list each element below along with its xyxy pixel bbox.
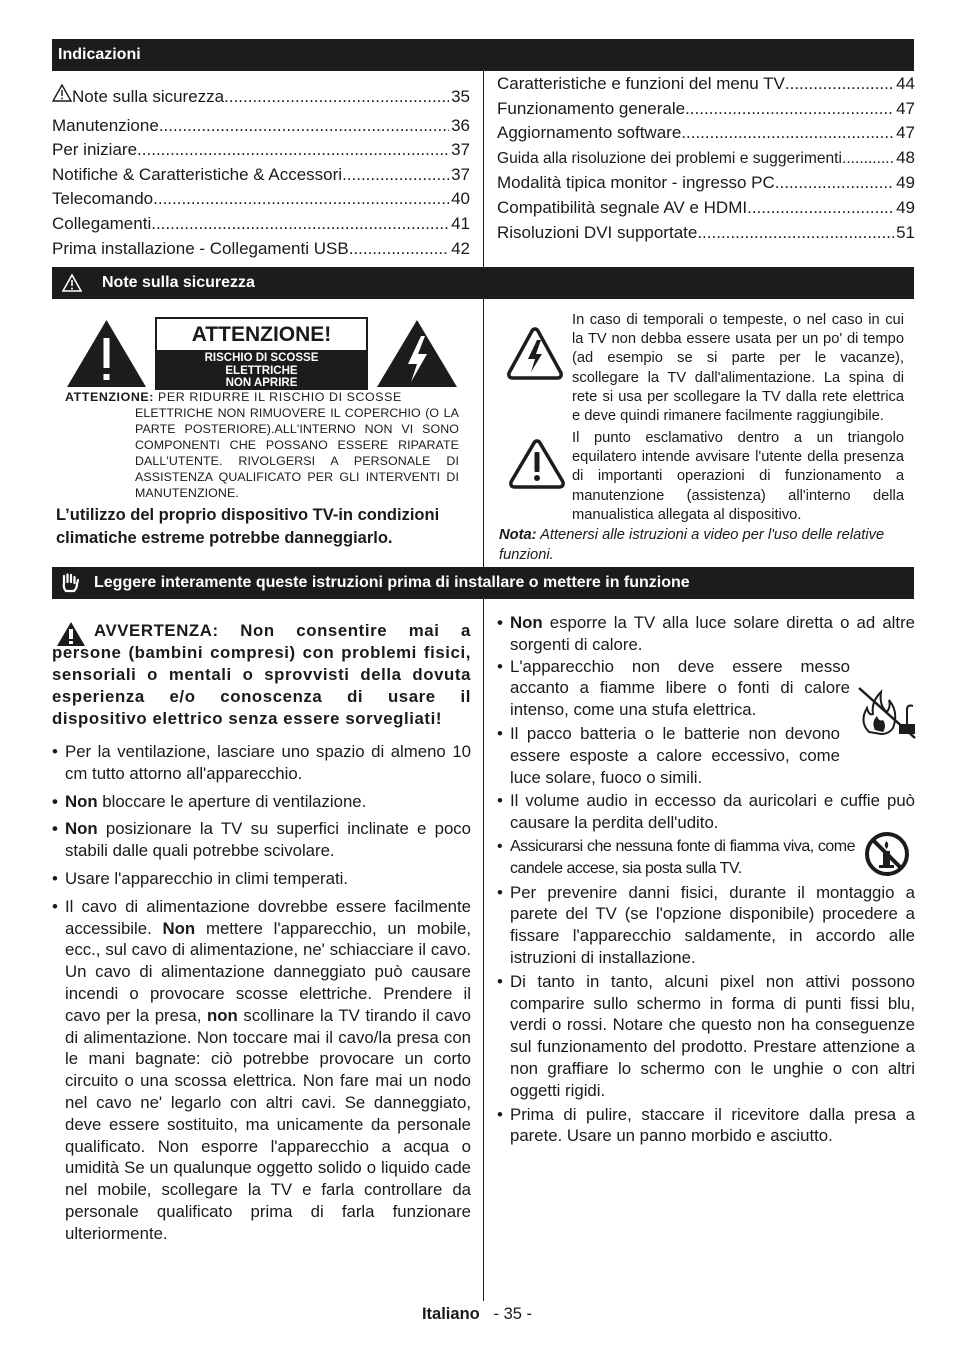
toc-item[interactable]: Compatibilità segnale AV e HDMI ..... 49 xyxy=(497,196,915,221)
toc-item[interactable]: Telecomando ..... 40 xyxy=(52,187,470,212)
toc-item[interactable]: Note sulla sicurezza ..... 35 xyxy=(52,84,470,110)
section-bar-indicazioni xyxy=(52,39,914,71)
section-bar-leggere xyxy=(52,567,914,599)
list-item: • Non posizionare la TV su superfici inclinate e poco stabili dalle quali potrebbe scivolare. xyxy=(52,818,471,862)
page-footer: Italiano - 35 - xyxy=(421,1305,533,1323)
extreme-climate-note: L’utilizzo del proprio dispositivo TV-in condizioni climatiche estreme potrebbe danneggiarlo. xyxy=(56,506,440,547)
toc-item[interactable]: Notifiche & Caratteristiche & Accessori ..... 37 xyxy=(52,163,470,188)
caution-text: ELETTRICHE NON RIMUOVERE IL COPERCHIO (O LA PARTE POSTERIORE).ALL'INTERNO NON VI SONO COMPONENTI CHE POSSANO ESSERE RIPARATE DALL'UTENTE. RIVOLGERSI A PERSONALE DI ASSISTENZA QUALIFICATO PER GLI INTERVENTI DI MANUTENZIONE. xyxy=(135,406,459,500)
list-item: • Assicurarsi che nessuna fonte di fiamma viva, come candele accese, sia posta sulla TV. xyxy=(497,836,915,880)
warning-label-box xyxy=(155,317,368,390)
toc-item[interactable]: Modalità tipica monitor - ingresso PC ..... 49 xyxy=(497,171,915,196)
exclamation-triangle-icon xyxy=(65,318,148,394)
warning-title: ATTENZIONE! xyxy=(191,323,332,346)
right-bullet-list xyxy=(497,612,915,1153)
list-item: • Non bloccare le aperture di ventilazione. xyxy=(52,791,471,813)
caution-first-line: ATTENZIONE: PER RIDURRE IL RISCHIO DI SCOSSE xyxy=(65,390,402,404)
toc-right xyxy=(497,72,915,245)
toc-item[interactable]: Caratteristiche e funzioni del menu TV ..... 44 xyxy=(497,72,915,97)
column-divider xyxy=(483,599,484,1301)
list-item: • Di tanto in tanto, alcuni pixel non attivi possono comparire sullo schermo in forma di punti fissi blu, verdi o rossi. Notare che questo non ha conseguenze sul funzionamento del prodotto. Prestare attenzione a non graffiare lo schermo con le unghie o con altri oggetti rigidi. xyxy=(497,971,915,1102)
avvertenza-text: AVVERTENZA: Non consentire mai a persone (bambini compresi) con problemi fisici, sensoriali o mentali o sprovvisti della dovuta esperienza e/o conoscenza di usare il dispositivo elettrico senza essere sorvegliati! xyxy=(52,621,471,728)
toc-item[interactable]: Aggiornamento software ..... 47 xyxy=(497,121,915,146)
column-divider xyxy=(483,71,484,267)
list-item: • Per la ventilazione, lasciare uno spazio di almeno 10 cm tutto attorno all'apparecchio. xyxy=(52,741,471,785)
left-bullet-list xyxy=(52,741,471,1251)
no-candle-icon xyxy=(864,831,910,882)
warning-icon xyxy=(52,84,72,110)
list-item: • Il cavo di alimentazione dovrebbe essere facilmente accessibile. Non mettere l'apparecchio, un mobile, ecc., sul cavo di alimentazione, ne' schiacciare il cavo. Un cavo di alimentazione danneggiato può causare incendi o provocare scosse elettriche. Prendere il cavo per la presa, non scollinare la TV tirando il cavo di alimentazione. Non toccare mai il cavo/la presa con le mani bagnate: ciò potrebbe provocare un corto circuito o una scossa elettrica. Non fare mai un nodo nel cavo ne' legarlo con altri cavi. Se danneggiato, deve essere sostituito, ma unicamente da personale qualificato. Non esporre l'apparecchio a acqua o umidità Se un qualunque oggetto solido o liquido cade nel mobile, scollegare la TV e farla controllare da personale qualificato prima di farla funzionare ulteriormente. xyxy=(52,896,471,1245)
toc-item[interactable]: Risoluzioni DVI supportate ..... 51 xyxy=(497,221,915,246)
section-title: Leggere interamente queste istruzioni prima di installare o mettere in funzione xyxy=(94,574,690,591)
toc-item[interactable]: Prima installazione - Collegamenti USB ..... 42 xyxy=(52,237,470,262)
storm-text: In caso di temporali o tempeste, o nel caso in cui la TV non debba essere usata per un po' di tempo (ad esempio se si parte per le vacanze), scollegare la TV dall'alimentazione. La spina di rete si usa per scollegare la TV dalla rete elettrica e deve quindi rimanere facilmente raggiungibile. xyxy=(572,312,904,425)
hand-icon xyxy=(60,573,80,593)
no-fire-heater-icon xyxy=(855,684,919,745)
toc-item[interactable]: Manutenzione ..... 36 xyxy=(52,114,470,139)
list-item: • Prima di pulire, staccare il ricevitore dalla presa a parete. Usare un panno morbido e asciutto. xyxy=(497,1104,915,1148)
list-item: • Il volume audio in eccesso da auricolari e cuffie può causare la perdita dell'udito. xyxy=(497,790,915,834)
exclamation-icon xyxy=(508,438,566,495)
column-divider xyxy=(483,299,484,567)
section-title: Note sulla sicurezza xyxy=(102,274,255,291)
lightning-icon xyxy=(506,326,564,387)
list-item: • Usare l'apparecchio in climi temperati. xyxy=(52,868,471,890)
lightning-triangle-icon xyxy=(375,318,459,394)
toc-item[interactable]: Guida alla risoluzione dei problemi e suggerimenti ..... 48 xyxy=(497,146,915,172)
toc-left xyxy=(52,84,470,261)
exclamation-text: Il punto esclamativo dentro a un triangolo equilatero intende avvisare l'utente della presenza di importanti operazioni di funzionamento a manutenzione (assistenza) all'interno della manualistica allegata al dispositivo. xyxy=(572,430,904,523)
section-title: Indicazioni xyxy=(58,46,141,63)
list-item: • Il pacco batteria o le batterie non devono essere esposte a calore eccessivo, come luce solare, fuoco o simili. xyxy=(497,723,915,788)
list-item: • Non esporre la TV alla luce solare diretta o ad altre sorgenti di calore. xyxy=(497,612,915,656)
list-item: • Per prevenire danni fisici, durante il montaggio a parete del TV (se l'opzione disponibile) procedere a fissare l'apparecchio saldamente, in accordo alle istruzioni di installazione. xyxy=(497,882,915,969)
toc-item[interactable]: Per iniziare ..... 37 xyxy=(52,138,470,163)
list-item: • L'apparecchio non deve essere messo accanto a fiamme libere o fonti di calore intenso, come una stufa elettrica. xyxy=(497,656,915,721)
nota: Nota: Attenersi alle istruzioni a video per l'uso delle relative funzioni. xyxy=(499,527,885,563)
toc-item[interactable]: Collegamenti ..... 41 xyxy=(52,212,470,237)
warning-icon xyxy=(62,274,82,292)
warning-subtitle: RISCHIO DI SCOSSE ELETTRICHE NON APRIRE xyxy=(157,350,366,388)
section-bar-note-sicurezza xyxy=(52,267,914,299)
toc-item[interactable]: Funzionamento generale ..... 47 xyxy=(497,97,915,122)
